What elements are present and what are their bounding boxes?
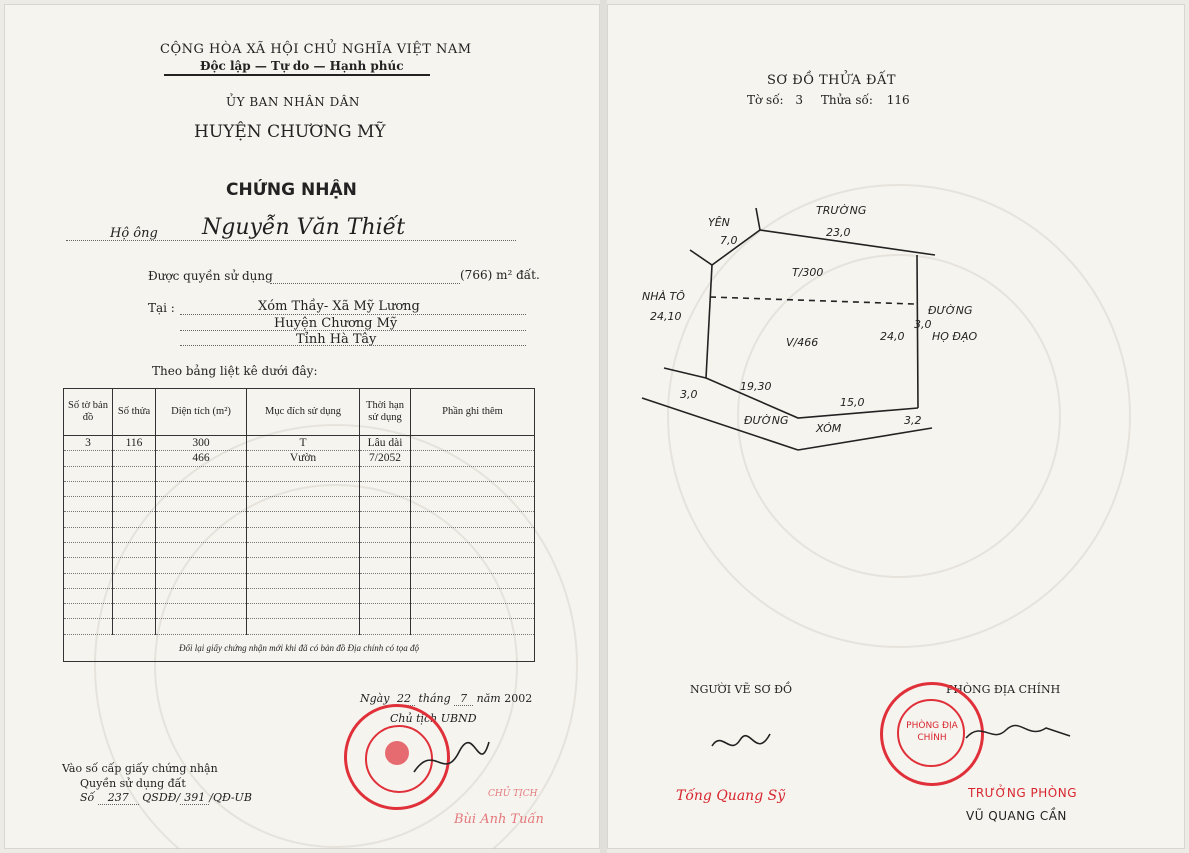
label-xom: XÓM xyxy=(816,422,842,435)
register-decision: 391 xyxy=(180,791,209,805)
national-motto: Độc lập — Tự do — Hạnh phúc xyxy=(200,59,404,73)
date-label-ngay: Ngày xyxy=(360,692,390,705)
location-line2: Huyện Chương Mỹ xyxy=(274,316,398,331)
stamp-text: PHÒNG ĐỊA CHÍNH xyxy=(906,721,958,743)
drawer-label: NGƯỜI VẼ SƠ ĐỒ xyxy=(690,683,792,696)
label-right-length1: 24,0 xyxy=(880,330,905,343)
label-road: ĐƯỜNG xyxy=(744,414,789,427)
head-name: VŨ QUANG CẦN xyxy=(966,809,1067,823)
register-mid: QSDĐ/ xyxy=(142,791,181,804)
label-left-owner: NHÀ TÔ xyxy=(642,290,685,303)
district-name: HUYỆN CHƯƠNG MỸ xyxy=(194,122,386,142)
col-header-notes: Phần ghi thêm xyxy=(411,389,535,436)
usage-value: (766) m² đất. xyxy=(460,268,540,282)
date-label-nam: năm xyxy=(476,692,501,705)
certificate-title: CHỨNG NHẬN xyxy=(226,180,357,200)
parcel-split-line xyxy=(710,297,914,304)
national-header: CỘNG HÒA XÃ HỘI CHỦ NGHĨA VIỆT NAM xyxy=(160,42,472,57)
cell-map-sheet: 3 xyxy=(64,436,113,451)
sketch-title: SƠ ĐỒ THỬA ĐẤT xyxy=(767,73,897,88)
chairman-name: Bùi Anh Tuấn xyxy=(454,812,544,827)
label-right-road2: HỌ ĐẠO xyxy=(932,330,978,343)
label-bottom-right: 3,2 xyxy=(904,414,922,427)
cell-area: 466 xyxy=(156,451,247,466)
holder-name: Nguyễn Văn Thiết xyxy=(202,215,406,240)
chairman-title: CHỦ TỊCH xyxy=(488,789,538,799)
col-header-purpose: Mục đích sử dụng xyxy=(247,389,360,436)
road-edge-upper-left xyxy=(664,368,706,378)
cell-area: 300 xyxy=(156,436,247,451)
parcel-label: Thửa số: xyxy=(820,93,873,107)
label-yen-length: 7,0 xyxy=(720,234,738,247)
label-right-road: ĐƯỜNG xyxy=(928,304,973,317)
label-yen: YÊN xyxy=(708,216,730,229)
list-intro: Theo bảng liệt kê dưới đây: xyxy=(152,364,318,378)
col-header-map-sheet: Số tờ bản đồ xyxy=(64,389,113,436)
label-bottom-length1: 19,30 xyxy=(740,380,772,393)
drawer-name: Tống Quang Sỹ xyxy=(676,788,786,804)
cell-term: Lâu dài xyxy=(360,436,411,451)
sheet-label: Tờ số: xyxy=(747,93,784,107)
label-lower-area: V/466 xyxy=(786,336,819,349)
head-signature xyxy=(962,714,1072,754)
date-month: 7 xyxy=(454,692,473,706)
cell-parcel: 116 xyxy=(113,436,156,451)
register-prefix: Số xyxy=(80,791,95,804)
label-top: TRƯỜNG xyxy=(816,204,867,217)
sheet-number: 3 xyxy=(795,93,804,107)
head-title: TRƯỞNG PHÒNG xyxy=(968,786,1077,800)
cell-term: 7/2052 xyxy=(360,451,411,466)
location-line1: Xóm Thầy- Xã Mỹ Lương xyxy=(258,299,420,314)
cell-purpose: Vườn xyxy=(247,451,360,466)
col-header-area: Diện tích (m²) xyxy=(156,389,247,436)
col-header-term: Thời hạn sử dụng xyxy=(360,389,411,436)
signer-title: Chủ tịch UBND xyxy=(390,712,477,725)
register-line1: Vào số cấp giấy chứng nhận xyxy=(62,762,218,775)
label-left-length: 24,10 xyxy=(650,310,682,323)
register-number: 237 xyxy=(98,791,139,805)
col-header-parcel: Số thửa xyxy=(113,389,156,436)
parcel-number: 116 xyxy=(886,93,910,107)
location-label: Tại : xyxy=(148,301,175,315)
parcel-right-boundary xyxy=(917,255,918,408)
register-line2: Quyền sử dụng đất xyxy=(80,777,186,790)
cell-purpose: T xyxy=(247,436,360,451)
authority-label: ỦY BAN NHÂN DÂN xyxy=(226,95,360,109)
label-upper-area: T/300 xyxy=(792,266,824,279)
register-suffix: /QĐ-UB xyxy=(209,791,252,804)
label-right-length2: 3,0 xyxy=(914,318,932,331)
holder-label: Hộ ông xyxy=(110,226,158,241)
usage-label: Được quyền sử dụng xyxy=(148,269,273,283)
label-bottom-left-length: 3,0 xyxy=(680,388,698,401)
date-day: 22 xyxy=(393,692,415,706)
drawer-signature xyxy=(706,726,776,766)
table-footnote: Đổi lại giấy chứng nhận mới khi đã có bản đồ Địa chính có tọa độ xyxy=(64,634,535,661)
boundary-tick xyxy=(756,208,760,230)
date-label-thang: tháng xyxy=(418,692,451,705)
office-label: PHÒNG ĐỊA CHÍNH xyxy=(946,683,1061,696)
label-top-length: 23,0 xyxy=(826,226,851,239)
location-line3: Tỉnh Hà Tây xyxy=(296,332,377,347)
label-bottom-length2: 15,0 xyxy=(840,396,865,409)
date-year: 2002 xyxy=(504,692,533,705)
